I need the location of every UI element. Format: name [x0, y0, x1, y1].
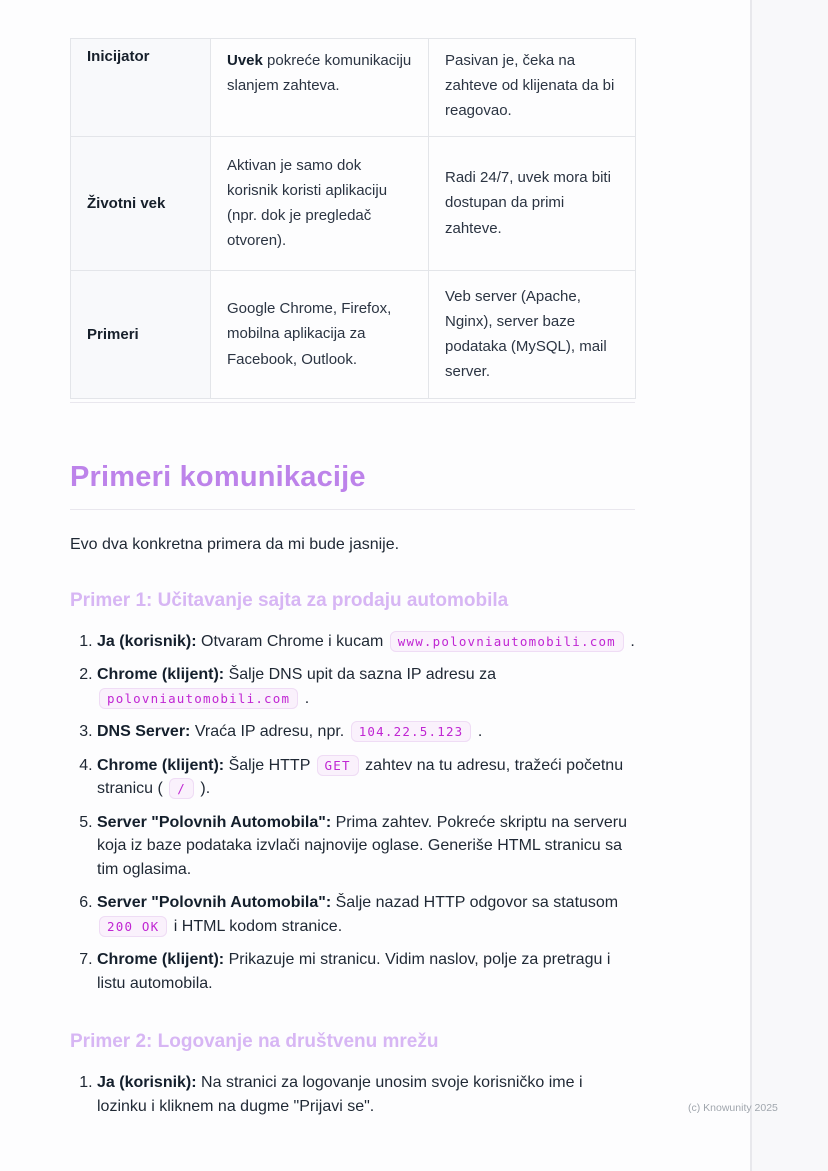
intro-paragraph: Evo dva konkretna primera da mi bude jasnije.: [70, 535, 400, 553]
text-run: Vraća IP adresu, npr.: [190, 723, 349, 741]
bold-text: Ja (korisnik):: [97, 632, 197, 650]
table-row: [71, 39, 636, 137]
text-run: Google Chrome, Firefox, mobilna aplikacija za Facebook, Outlook.: [227, 300, 392, 368]
text-run: Otvaram Chrome i kucam: [196, 632, 388, 650]
example-1-list: [70, 630, 635, 996]
text-run: .: [300, 689, 310, 707]
table-row: [71, 270, 636, 398]
client-cell: [211, 39, 429, 137]
text-run: pokreće komunikaciju slanjem zahteva.: [227, 52, 412, 95]
text-run: i HTML kodom stranice.: [169, 917, 343, 935]
inline-code: www.polovniautomobili.com: [390, 631, 624, 652]
row-label: Inicijator: [71, 39, 211, 137]
text-run: Prima zahtev. Pokreće skriptu na serveru koja iz baze podataka izvlači najnovije oglase. Generiše HTML stranicu sa tim oglasima.: [97, 813, 627, 878]
inline-code: /: [169, 778, 194, 799]
bold-text: Chrome (klijent):: [97, 951, 225, 969]
text-run: Aktivan je samo dok korisnik koristi aplikaciju (npr. dok je pregledač otvoren).: [227, 156, 388, 250]
server-cell: [429, 39, 636, 137]
bold-text: Server "Polovnih Automobila":: [97, 813, 332, 831]
text-run: Šalje nazad HTTP odgovor sa statusom: [331, 894, 619, 912]
bold-text: Server "Polovnih Automobila":: [97, 894, 332, 912]
bold-text: DNS Server:: [97, 723, 191, 741]
bold-text: Chrome (klijent):: [97, 666, 225, 684]
table-bottom-divider: [70, 402, 635, 403]
text-run: .: [625, 632, 635, 650]
list-item: [97, 754, 635, 801]
comparison-table-body: [71, 39, 636, 399]
document-content: [70, 38, 635, 1128]
list-item: [97, 811, 635, 882]
example-2-heading: Primer 2: Logovanje na društvenu mrežu: [70, 1031, 439, 1053]
text-run: zahtev na tu adresu, tražeći početnu stranicu (: [97, 756, 624, 798]
list-item: [97, 663, 635, 710]
inline-code: 104.22.5.123: [351, 721, 472, 742]
text-run: Pasivan je, čeka na zahteve od klijenata da bi reagovao.: [445, 52, 615, 120]
inline-code: GET: [317, 755, 359, 776]
text-run: Veb server (Apache, Nginx), server baze podataka (MySQL), mail server.: [445, 287, 607, 381]
section-heading: Primeri komunikacije: [70, 460, 366, 493]
list-item: [97, 630, 635, 654]
text-run: Šalje DNS upit da sazna IP adresu za: [224, 666, 496, 684]
client-server-comparison-table: [70, 38, 636, 399]
text-run: Prikazuje mi stranicu. Vidim naslov, polje za pretragu i listu automobila.: [97, 951, 611, 992]
server-cell: [429, 270, 636, 398]
inline-code: 200 OK: [99, 916, 167, 937]
text-run: .: [473, 723, 483, 741]
row-label: Primeri: [71, 270, 211, 398]
inline-code: polovniautomobili.com: [99, 688, 298, 709]
list-item: [97, 948, 635, 995]
client-cell: [211, 270, 429, 398]
copyright-footer: (c) Knowunity 2025: [688, 1102, 778, 1114]
example-2-list: [70, 1071, 635, 1118]
bold-text: Uvek: [227, 52, 263, 69]
text-run: ).: [195, 780, 211, 798]
bold-text: Chrome (klijent):: [97, 756, 225, 774]
list-item: [97, 1071, 635, 1118]
page-edge-divider: [750, 0, 828, 1171]
list-item: [97, 720, 635, 744]
text-run: Na stranici za logovanje unosim svoje korisničko ime i lozinku i kliknem na dugme "Prijavi se".: [97, 1074, 583, 1115]
bold-text: Ja (korisnik):: [97, 1074, 197, 1092]
list-item: [97, 891, 635, 938]
server-cell: [429, 136, 636, 270]
text-run: Šalje HTTP: [224, 756, 315, 774]
table-row: [71, 136, 636, 270]
row-label: Životni vek: [71, 136, 211, 270]
example-1-heading: Primer 1: Učitavanje sajta za prodaju automobila: [70, 589, 509, 611]
text-run: Radi 24/7, uvek mora biti dostupan da primi zahteve.: [445, 169, 611, 237]
heading-divider: [70, 509, 635, 510]
client-cell: [211, 136, 429, 270]
